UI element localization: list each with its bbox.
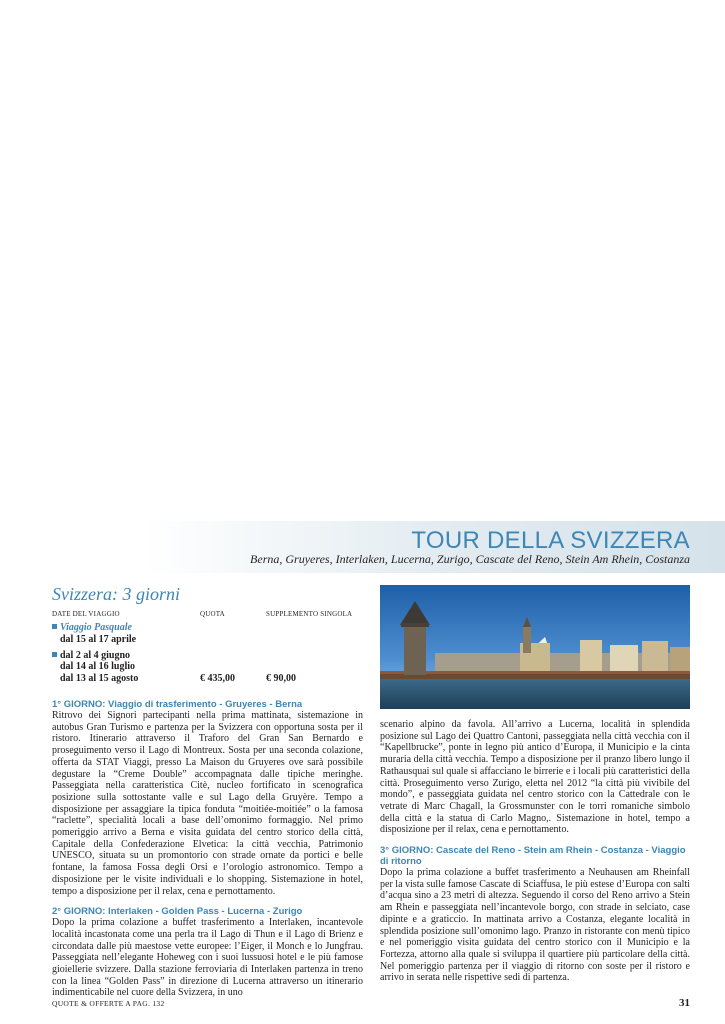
day2-text-part1: Dopo la prima colazione a buffet trasferimento a Interlaken, incantevole località incastonata come una perla tra il Lago di Thun e il Lago di Brienz e circondata dalle più maestose vette europee: l’Eiger, il Monch e lo Jungfrau. Passeggiata nell’elegante Hoheweg con i suoi lussuosi hotel e le più famose gioiellerie svizzere. Dalla stazione ferroviaria di Interlaken partenza in treno con la linea “Golden Pass” in direzione di Lucerna attraverso un itinerario indimenticabile nel cuore della Svizzera, in uno bbox=[52, 917, 363, 999]
square-bullet-icon bbox=[52, 624, 57, 629]
duration-country: Svizzera: bbox=[52, 584, 118, 604]
day1-text: Ritrovo dei Signori partecipanti nella prima mattinata, sistemazione in autobus Gran Turismo e partenza per la Svizzera con opportuna sosta per il ristoro. Itinerario attraverso il Traforo del Gran San Bernardo e proseguimento verso il Lago di Montreux. Sosta per una seconda colazione, offerta da STAT Viaggi, presso La Maison du Gruyeres ove sarà possibile degustare la “Creme Double” accompagnata dalle tipiche meringhe. Passeggiata nella caratteristica Citè, nucleo fortificato in scenografica posizione sulla sottostante valle e sul Lago della Gruyère. Tempo a disposizione per assaggiare la tipica fonduta “moitiée-moitiée” o la famosa “raclette”, specialità locali a base dell’omonimo formaggio. Nel primo pomeriggio arrivo a Berna e visita guidata del centro storico della città, Capitale della Confederazione Elvetica: la città vecchia, Patrimonio UNESCO, situata su un promontorio con strade ornate da portici e belle fontane, la famosa Fossa degli Orsi e l’orologio astronomico. Tempo a disposizione per le visite individuali e lo shopping. Sistemazione in hotel, tempo a disposizione per il relax, cena e pernottamento. bbox=[52, 710, 363, 897]
supplement-value: € 90,00 bbox=[266, 673, 296, 684]
date-item: dal 14 al 16 luglio bbox=[60, 661, 136, 672]
lucerne-photo bbox=[380, 585, 690, 709]
header-supplement: SUPPLEMENTO SINGOLA bbox=[266, 610, 353, 618]
page-title: TOUR DELLA SVIZZERA bbox=[411, 527, 690, 554]
trip-name: Viaggio Pasquale bbox=[60, 622, 132, 633]
page-number: 31 bbox=[679, 997, 690, 1009]
footer-note: QUOTE & OFFERTE A PAG. 132 bbox=[52, 999, 165, 1008]
date-item: dal 15 al 17 aprile bbox=[60, 634, 137, 645]
date-item: dal 2 al 4 giugno bbox=[60, 650, 131, 661]
day2-heading: 2° GIORNO: Interlaken - Golden Pass - Lucerna - Zurigo bbox=[52, 906, 303, 918]
day3-text: Dopo la prima colazione a buffet trasferimento a Neuhausen am Rheinfall per la vista sulle famose Cascate di Sciaffusa, le più estese d’Europa con salti d’acqua sino a 23 metri di altezza. Seguendo il corso del Reno arrivo a Stein am Rhein e passeggiata nell’incantevole borgo, con strade in selciato, case dipinte e a graticcio. In mattinata arrivo a Costanza, elegante località in splendida posizione sull’omonimo lago. Pranzo in ristorante con menù tipico e nel pomeriggio visita guidata del centro storico con il Municipio e la Fortezza, attorno alla quale si sviluppa il quartiere più particolare della città. Nel pomeriggio partenza per il viaggio di ritorno con soste per il ristoro e arrivo in serata nelle rispettive sedi di partenza. bbox=[380, 867, 690, 984]
column-left bbox=[52, 699, 363, 999]
date-item-row bbox=[52, 650, 130, 661]
duration-days: 3 giorni bbox=[122, 584, 181, 604]
day1-heading: 1° GIORNO: Viaggio di trasferimento - Gruyeres - Berna bbox=[52, 699, 303, 710]
price-value: € 435,00 bbox=[200, 673, 235, 684]
column-right bbox=[380, 719, 690, 984]
header-price: QUOTA bbox=[200, 610, 225, 618]
page-subtitle: Berna, Gruyeres, Interlaken, Lucerna, Zurigo, Cascate del Reno, Stein Am Rhein, Costanza bbox=[250, 552, 690, 566]
square-bullet-icon bbox=[52, 652, 57, 657]
day2-text-part2: scenario alpino da favola. All’arrivo a Lucerna, località in splendida posizione sul Lago dei Quattro Cantoni, passeggiata nella città vecchia con il “Kapellbrucke”, ponte in legno più antico d’Europa, il Municipio e la cinta muraria della città vecchia. Tempo a disposizione per il pranzo libero lungo il Rathausquai sul quale si affacciano le birrerie e i locali più caratteristici della città. Proseguimento verso Zurigo, eletta nel 2012 “la città più vivibile del mondo”, e passeggiata guidata nel centro storico con la Cattedrale con le vetrate di Marc Chagall, la Grossmunster con le torri romaniche simbolo della città e la statua di Carlo Magno,. Sistemazione in hotel, tempo a disposizione per il relax, cena e pernottamento. bbox=[380, 719, 690, 836]
trip-name-row bbox=[52, 622, 132, 633]
day3-heading: 3° GIORNO: Cascate del Reno - Stein am Rhein - Costanza - Viaggio di ritorno bbox=[380, 845, 686, 868]
header-dates: DATE DEL VIAGGIO bbox=[52, 610, 120, 618]
date-item: dal 13 al 15 agosto bbox=[60, 673, 139, 684]
duration-heading bbox=[52, 584, 180, 605]
